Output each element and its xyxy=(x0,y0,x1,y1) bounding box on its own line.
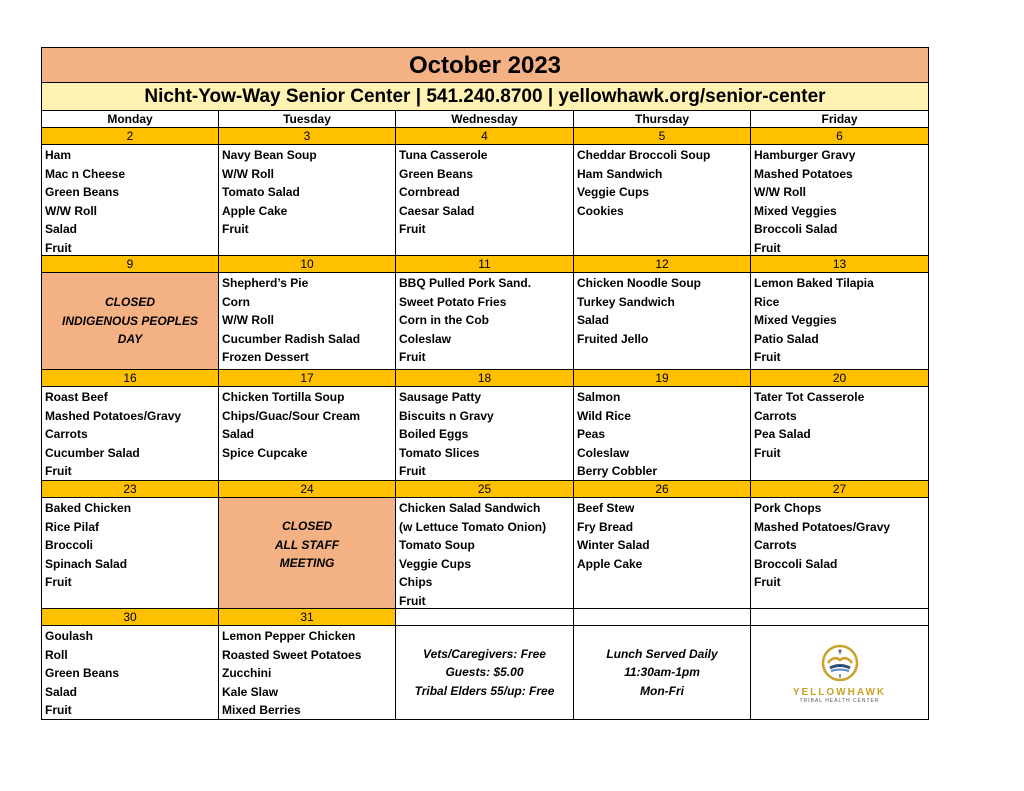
date-number: 24 xyxy=(219,481,396,498)
closed-line: CLOSED xyxy=(281,519,332,533)
menu-item: Green Beans xyxy=(45,666,120,680)
logo-tagline: TRIBAL HEALTH CENTER xyxy=(799,698,880,704)
date-number xyxy=(751,609,928,626)
closed-line: CLOSED xyxy=(104,295,155,310)
menu-item: Rice xyxy=(754,294,780,309)
menu-cell xyxy=(219,387,396,481)
menu-item: Apple Cake xyxy=(222,203,288,218)
menu-item: Sausage Patty xyxy=(399,390,482,404)
menu-cell xyxy=(42,498,219,609)
menu-item: Pork Chops xyxy=(754,501,822,515)
menu-item: Baked Chicken xyxy=(45,501,132,515)
menu-item: Tomato Slices xyxy=(399,445,480,460)
date-row xyxy=(42,370,928,387)
menu-item: Spinach Salad xyxy=(45,556,128,571)
menu-item: Roll xyxy=(45,647,68,662)
menu-item: Veggie Cups xyxy=(399,556,472,571)
menu-item: Hamburger Gravy xyxy=(754,148,856,162)
menu-item: Cornbread xyxy=(399,185,460,199)
menu-cell xyxy=(396,387,574,481)
menu-item: Fruit xyxy=(399,350,426,364)
date-number: 20 xyxy=(751,370,928,387)
weekday-header: Wednesday xyxy=(396,111,574,128)
menu-item: Mashed Potatoes/Gravy xyxy=(45,408,182,423)
date-row xyxy=(42,609,928,626)
menu-item: Patio Salad xyxy=(754,331,819,346)
date-row xyxy=(42,128,928,145)
menu-item: Wild Rice xyxy=(577,408,631,423)
menu-item: Carrots xyxy=(754,408,797,423)
menu-item: Mac n Cheese xyxy=(45,166,126,181)
date-number: 2 xyxy=(42,128,219,145)
pricing-note xyxy=(396,626,574,720)
menu-item: Sweet Potato Fries xyxy=(399,294,507,309)
date-number: 9 xyxy=(42,256,219,273)
menu-item: Fruit xyxy=(222,222,249,236)
menu-item: Mixed Berries xyxy=(222,703,301,717)
menu-item: W/W Roll xyxy=(45,203,97,218)
menu-item: Mashed Potatoes/Gravy xyxy=(754,519,891,534)
weekday-header: Tuesday xyxy=(219,111,396,128)
menu-item: Coleslaw xyxy=(577,445,630,460)
calendar-title: October 2023 xyxy=(42,48,928,83)
menu-item: Carrots xyxy=(45,427,88,441)
menu-item: Ham xyxy=(45,148,72,162)
menu-item: Pea Salad xyxy=(754,427,811,441)
date-number: 26 xyxy=(574,481,751,498)
closed-line: ALL STAFF xyxy=(274,537,340,552)
menu-item: Salad xyxy=(222,427,255,441)
menu-item: Fruit xyxy=(45,575,72,589)
menu-item: Broccoli Salad xyxy=(754,222,838,236)
menu-item: Turkey Sandwich xyxy=(577,294,675,309)
menu-cell xyxy=(751,273,928,370)
menu-cell xyxy=(42,626,219,720)
menu-item: Tater Tot Casserole xyxy=(754,390,865,404)
menu-item: Salmon xyxy=(577,390,621,404)
date-number: 3 xyxy=(219,128,396,145)
menu-item: Berry Cobbler xyxy=(577,464,658,478)
menu-item: Fruit xyxy=(399,464,426,478)
menu-item: Caesar Salad xyxy=(399,203,475,218)
date-row xyxy=(42,481,928,498)
menu-item: Corn in the Cob xyxy=(399,313,489,327)
date-number: 31 xyxy=(219,609,396,626)
menu-item: Tuna Casserole xyxy=(399,148,488,162)
weekday-header: Monday xyxy=(42,111,219,128)
menu-cell xyxy=(42,145,219,256)
menu-item: Roast Beef xyxy=(45,390,108,404)
menu-item: Corn xyxy=(222,294,250,309)
date-number: 18 xyxy=(396,370,574,387)
menu-item: Biscuits n Gravy xyxy=(399,408,494,423)
weekday-header-row xyxy=(42,111,928,128)
closed-notice xyxy=(42,273,219,370)
date-number: 16 xyxy=(42,370,219,387)
date-number xyxy=(574,609,751,626)
menu-cell xyxy=(219,273,396,370)
lunch-hours-note xyxy=(574,626,751,720)
menu-item: Chicken Tortilla Soup xyxy=(222,390,345,404)
menu-cell xyxy=(574,145,751,256)
menu-item: W/W Roll xyxy=(222,166,274,181)
note-line: Guests: $5.00 xyxy=(445,665,524,680)
menu-item: Fruit xyxy=(754,445,781,460)
closed-notice xyxy=(219,498,396,609)
weekday-header: Friday xyxy=(751,111,928,128)
date-number: 25 xyxy=(396,481,574,498)
menu-item: Chicken Noodle Soup xyxy=(577,276,702,290)
date-number xyxy=(396,609,574,626)
menu-item: (w Lettuce Tomato Onion) xyxy=(399,519,547,534)
center-contact-line: Nicht-Yow-Way Senior Center | 541.240.8700 | yellowhawk.org/senior-center xyxy=(42,83,928,111)
menu-item: Peas xyxy=(577,427,606,441)
menu-item: Chips xyxy=(399,575,433,589)
menu-item: Spice Cupcake xyxy=(222,445,308,460)
menu-item: Fruit xyxy=(45,703,72,717)
menu-calendar xyxy=(41,47,929,720)
menu-item: Fry Bread xyxy=(577,519,634,534)
menu-item: Roasted Sweet Potatoes xyxy=(222,647,362,662)
menu-cell xyxy=(751,498,928,609)
menu-item: Mixed Veggies xyxy=(754,313,837,327)
menu-item: Salad xyxy=(45,684,78,699)
date-row xyxy=(42,256,928,273)
note-line: Vets/Caregivers: Free xyxy=(423,646,546,661)
menu-item: Fruit xyxy=(754,240,781,255)
note-line: Lunch Served Daily xyxy=(606,646,718,661)
menu-cell xyxy=(574,498,751,609)
date-number: 4 xyxy=(396,128,574,145)
menu-item: Fruit xyxy=(399,593,426,608)
note-line: Tribal Elders 55/up: Free xyxy=(414,683,555,698)
date-number: 13 xyxy=(751,256,928,273)
menu-week-row xyxy=(42,626,928,720)
menu-item: Shepherd’s Pie xyxy=(222,276,309,290)
menu-item: Zucchini xyxy=(222,666,272,680)
menu-item: Salad xyxy=(45,222,78,236)
menu-cell xyxy=(219,145,396,256)
menu-item: Mashed Potatoes xyxy=(754,166,853,181)
menu-item: Cucumber Radish Salad xyxy=(222,331,361,346)
menu-item: Cucumber Salad xyxy=(45,445,140,460)
logo-wordmark: YELLOWHAWK xyxy=(792,687,887,698)
date-number: 10 xyxy=(219,256,396,273)
menu-item: Fruit xyxy=(45,240,72,255)
note-line: 11:30am-1pm xyxy=(624,665,700,680)
menu-item: Boiled Eggs xyxy=(399,427,469,441)
date-number: 5 xyxy=(574,128,751,145)
menu-item: Lemon Baked Tilapia xyxy=(754,276,874,290)
date-number: 27 xyxy=(751,481,928,498)
menu-item: W/W Roll xyxy=(222,313,274,327)
menu-item: Goulash xyxy=(45,629,94,643)
menu-item: Fruit xyxy=(754,350,781,364)
menu-item: W/W Roll xyxy=(754,185,806,199)
menu-cell xyxy=(396,273,574,370)
closed-line: DAY xyxy=(117,332,143,347)
menu-cell xyxy=(574,387,751,481)
yellowhawk-logo xyxy=(751,626,928,720)
menu-item: Broccoli xyxy=(45,538,94,552)
weekday-header: Thursday xyxy=(574,111,751,128)
menu-item: Tomato Salad xyxy=(222,185,300,199)
menu-item: Fruited Jello xyxy=(577,331,649,346)
menu-item: Frozen Dessert xyxy=(222,350,309,364)
menu-item: Lemon Pepper Chicken xyxy=(222,629,356,643)
menu-item: Winter Salad xyxy=(577,538,650,552)
menu-item: Cookies xyxy=(577,203,624,218)
menu-item: Chicken Salad Sandwich xyxy=(399,501,541,515)
menu-item: Green Beans xyxy=(45,185,120,199)
closed-line: MEETING xyxy=(279,556,335,570)
menu-cell xyxy=(219,626,396,720)
menu-item: Green Beans xyxy=(399,166,474,181)
menu-item: Beef Stew xyxy=(577,501,635,515)
menu-week-row xyxy=(42,498,928,609)
hawk-emblem-icon xyxy=(818,641,862,685)
menu-item: Ham Sandwich xyxy=(577,166,663,181)
menu-item: Cheddar Broccoli Soup xyxy=(577,148,711,162)
menu-cell xyxy=(574,273,751,370)
date-number: 30 xyxy=(42,609,219,626)
menu-item: Coleslaw xyxy=(399,331,452,346)
menu-item: Tomato Soup xyxy=(399,538,475,552)
menu-week-row xyxy=(42,387,928,481)
date-number: 19 xyxy=(574,370,751,387)
date-number: 6 xyxy=(751,128,928,145)
menu-item: Fruit xyxy=(754,575,781,589)
date-number: 23 xyxy=(42,481,219,498)
menu-item: Rice Pilaf xyxy=(45,519,100,534)
menu-item: Broccoli Salad xyxy=(754,556,838,571)
menu-cell xyxy=(751,387,928,481)
date-number: 17 xyxy=(219,370,396,387)
menu-item: Chips/Guac/Sour Cream xyxy=(222,408,361,423)
menu-item: Fruit xyxy=(45,464,72,478)
menu-item: Apple Cake xyxy=(577,556,643,571)
menu-item: Veggie Cups xyxy=(577,185,650,199)
note-line: Mon-Fri xyxy=(640,683,684,698)
date-number: 11 xyxy=(396,256,574,273)
menu-item: Navy Bean Soup xyxy=(222,148,317,162)
menu-cell xyxy=(396,498,574,609)
menu-item: Fruit xyxy=(399,222,426,236)
menu-cell xyxy=(42,387,219,481)
menu-week-row xyxy=(42,273,928,370)
menu-cell xyxy=(751,145,928,256)
menu-item: Carrots xyxy=(754,538,797,552)
menu-item: Mixed Veggies xyxy=(754,203,837,218)
menu-item: BBQ Pulled Pork Sand. xyxy=(399,276,532,290)
menu-cell xyxy=(396,145,574,256)
closed-line: INDIGENOUS PEOPLES xyxy=(61,313,199,328)
menu-item: Kale Slaw xyxy=(222,684,279,699)
date-number: 12 xyxy=(574,256,751,273)
menu-item: Salad xyxy=(577,313,610,327)
menu-week-row xyxy=(42,145,928,256)
